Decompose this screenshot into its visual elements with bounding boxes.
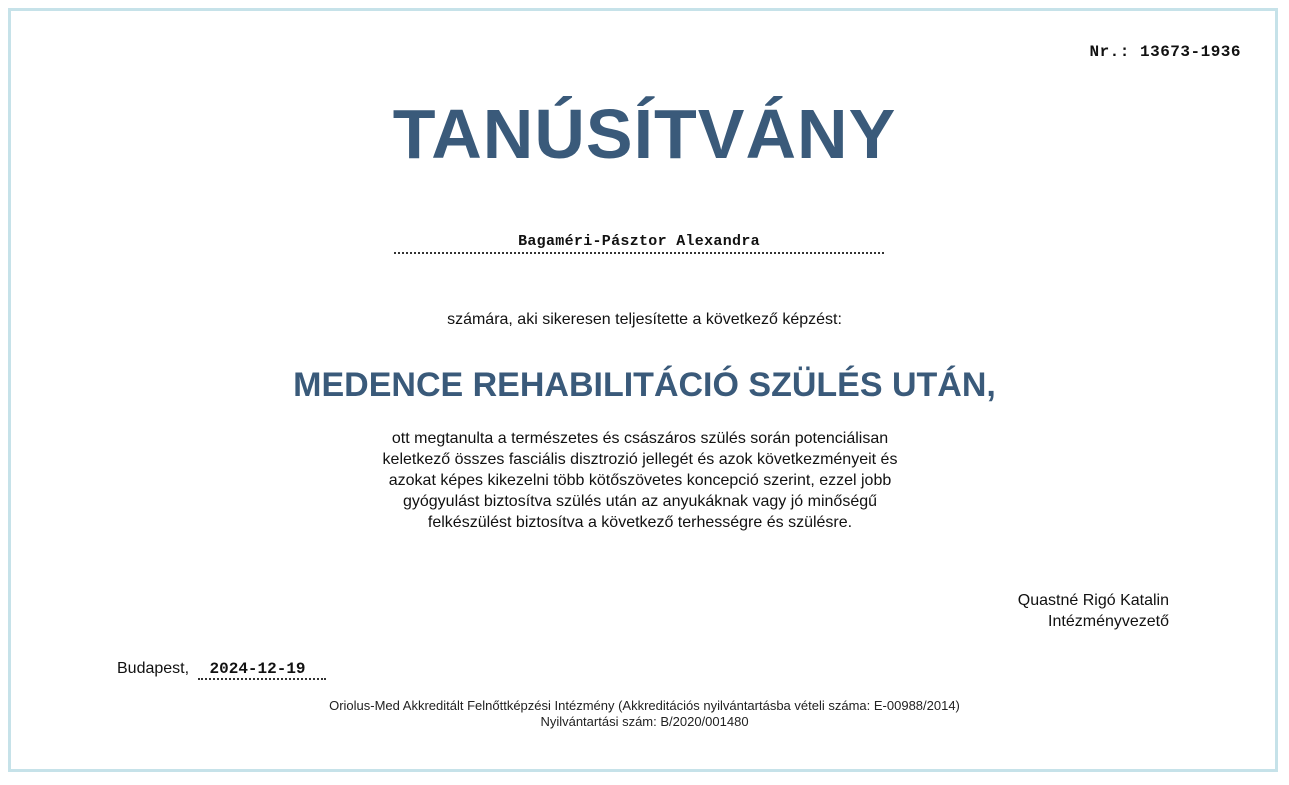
description-line: ott megtanulta a természetes és császáros szülés során potenciálisan bbox=[391, 430, 889, 447]
footer-registration: Nyilvántartási szám: B/2020/001480 bbox=[540, 714, 749, 729]
certificate-title: TANÚSÍTVÁNY bbox=[392, 95, 897, 173]
certificate-number bbox=[1089, 43, 1241, 61]
description-line: azokat képes kikezelni több kötőszövetes koncepció szerint, ezzel jobb bbox=[388, 472, 892, 489]
certificate-number-value: 13673-1936 bbox=[1139, 43, 1241, 61]
recipient-name-line bbox=[394, 232, 884, 254]
signatory-title: Intézményvezető bbox=[1048, 613, 1169, 630]
place-date bbox=[117, 660, 326, 680]
signatory-name: Quastné Rigó Katalin bbox=[1017, 592, 1169, 609]
course-title: MEDENCE REHABILITÁCIÓ SZÜLÉS UTÁN, bbox=[293, 366, 996, 404]
footer-accreditation: Oriolus-Med Akkreditált Felnőttképzési Intézmény (Akkreditációs nyilvántartásba vételi száma: E-00988/2014) bbox=[329, 698, 960, 713]
place: Budapest, bbox=[117, 660, 190, 677]
description-line: felkészülést biztosítva a következő terhességre és szülésre. bbox=[427, 514, 853, 531]
institution-footer bbox=[0, 698, 1289, 730]
course-description bbox=[330, 428, 950, 533]
signature-block bbox=[1018, 590, 1169, 632]
intro-text: számára, aki sikeresen teljesítette a következő képzést: bbox=[447, 311, 842, 328]
description-line: keletkező összes fasciális disztrozió jellegét és azok következményeit és bbox=[382, 451, 898, 468]
description-line: gyógyulást biztosítva szülés után az anyukáknak vagy jó minőségű bbox=[402, 493, 878, 510]
certificate-number-label: Nr.: bbox=[1089, 43, 1130, 61]
recipient-name: Bagaméri-Pásztor Alexandra bbox=[518, 233, 760, 250]
issue-date: 2024-12-19 bbox=[198, 660, 326, 680]
